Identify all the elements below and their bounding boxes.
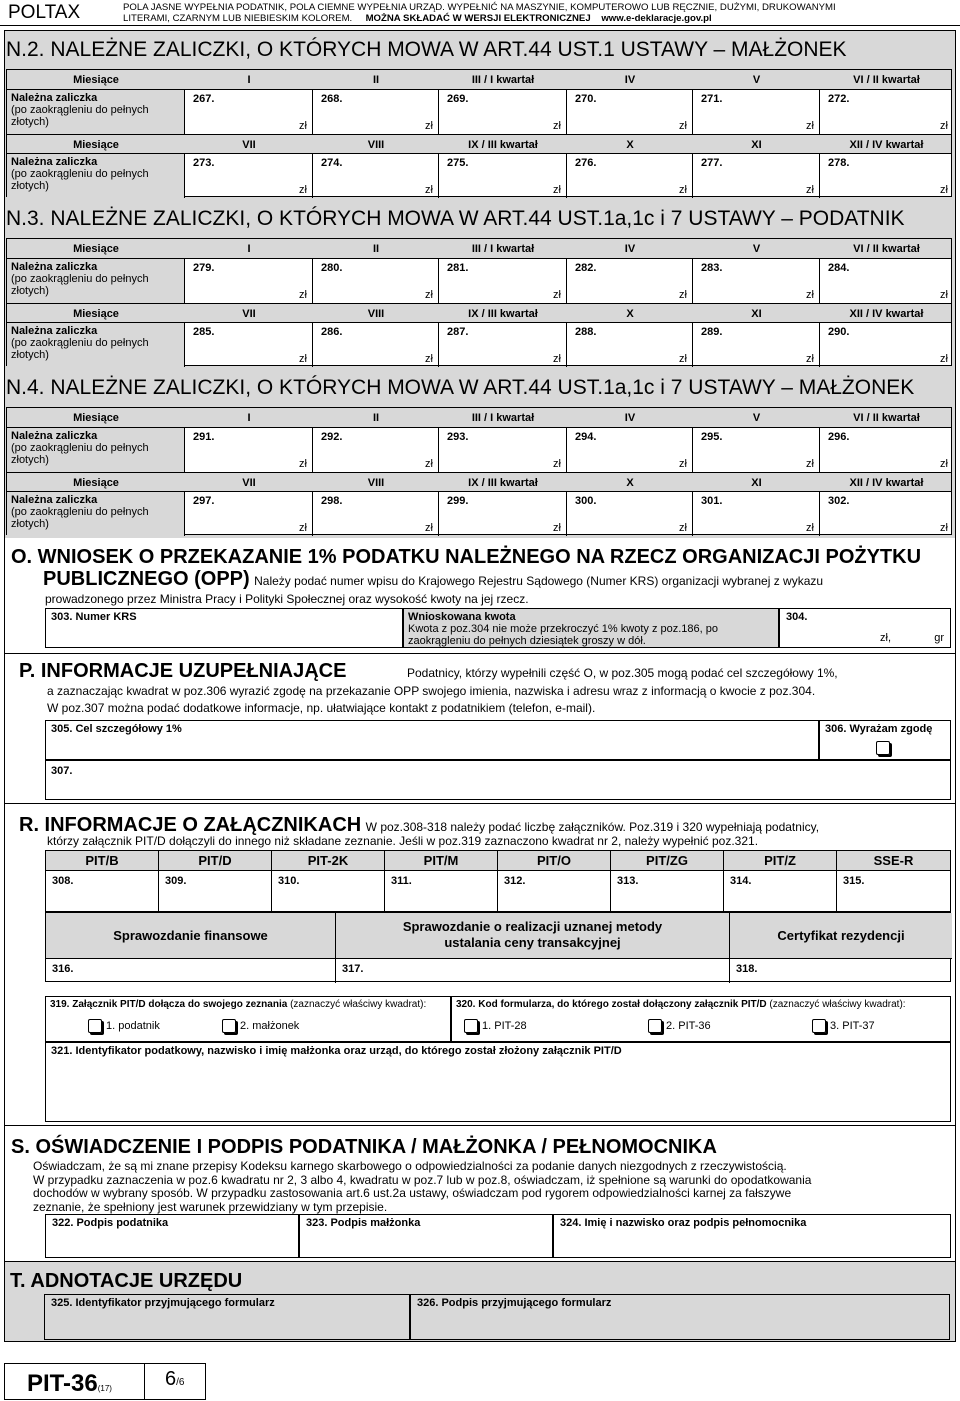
declaration-text: Oświadczam, że są mi znane przepisy Kodeksu karnego skarbowego o odpowiedzialności za podanie danych niezgodnych z rzeczywistością. W przypadku zaznaczenia w poz.6 kwadratu nr 2, 3 albo 4, kwadratu w poz.7 lub w poz.8, oświadczam, iż spełnione są warunki do opodatkowania dochodów w wybrany sposób. W przypadku zastosowania art.6 ust.2a ustawy, oświadczam pod rygorem odpowiedzialności karnej za fałszywe zeznanie, że spełniony jest warunek przewidziany w tym przepisie.: [33, 1159, 812, 1214]
attachment-count-field[interactable]: 312.: [498, 871, 611, 911]
field-number: 281.: [447, 262, 469, 274]
currency-label: zł: [299, 522, 307, 534]
section-o-title: O. WNIOSEK O PRZEKAZANIE 1% PODATKU NALEŻNEGO NA RZECZ ORGANIZACJI POŻYTKU: [11, 546, 922, 568]
advance-amount-field[interactable]: [693, 259, 820, 303]
currency-label: zł: [553, 458, 561, 470]
month-column-header: VII: [242, 139, 256, 151]
currency-label: zł: [806, 522, 814, 534]
f319-option-taxpayer[interactable]: 1. podatnik: [88, 1019, 160, 1033]
field-320: 320. Kod formularza, do którego został dołączony załącznik PIT/D (zaznaczyć właściwy kwadrat): 1. PIT-28 2. PIT-36 3. PIT-37: [451, 996, 951, 1042]
attachment-count-field[interactable]: 315.: [843, 875, 865, 887]
reports-grid: Sprawozdanie finansowe Sprawozdanie o realizacji uznanej metody ustalania ceny transakcyjnej Certyfikat rezydencji 316. 317. 318.: [45, 912, 951, 982]
advance-values-row: [7, 323, 951, 367]
month-column-header: X: [626, 477, 634, 489]
field-number: 290.: [828, 326, 850, 338]
checkbox-icon[interactable]: [812, 1019, 826, 1033]
month-column-header: I: [247, 412, 251, 424]
field-321[interactable]: 321. Identyfikator podatkowy, nazwisko i imię małżonka oraz urząd, do którego został złożony załącznik PIT/D: [45, 1042, 951, 1122]
advance-amount-field[interactable]: [313, 428, 439, 472]
currency-label: zł: [553, 184, 561, 196]
section-r-title: R. INFORMACJE O ZAŁĄCZNIKACH: [19, 814, 362, 836]
currency-label: zł: [299, 120, 307, 132]
months-label: Miesiące: [73, 412, 119, 424]
section-n3-grid: [6, 238, 952, 366]
field-number: 267.: [193, 93, 215, 105]
currency-label: zł: [425, 120, 433, 132]
month-column-header: X: [626, 308, 634, 320]
advance-values-row: [7, 259, 951, 303]
months-label: Miesiące: [73, 243, 119, 255]
field-number: 284.: [828, 262, 850, 274]
poltax-logo: POLTAX: [8, 2, 81, 23]
field-number: 283.: [701, 262, 723, 274]
month-column-header: VI / II kwartał: [853, 412, 920, 424]
currency-label: zł: [679, 184, 687, 196]
advance-amount-field[interactable]: [820, 492, 953, 536]
currency-label: zł: [425, 458, 433, 470]
advance-values-row: [7, 428, 951, 472]
months-header-row: [7, 408, 951, 428]
due-advance-label: Należna zaliczka (po zaokrągleniu do pełnych złotych): [7, 428, 185, 472]
currency-label: zł: [679, 353, 687, 365]
checkbox-icon[interactable]: [88, 1019, 102, 1033]
currency-label: zł: [806, 120, 814, 132]
purpose-field[interactable]: 305. Cel szczegółowy 1%: [45, 720, 819, 760]
currency-label: zł: [940, 522, 948, 534]
advance-amount-field[interactable]: [567, 259, 693, 303]
field-number: 276.: [575, 157, 597, 169]
section-n2-grid: [6, 69, 952, 197]
field-316[interactable]: 316.: [46, 959, 336, 983]
field-number: 278.: [828, 157, 850, 169]
proxy-signature[interactable]: 324. Imię i nazwisko oraz podpis pełnomocnika: [553, 1214, 951, 1258]
advance-amount-field[interactable]: [567, 90, 693, 134]
field-number: 277.: [701, 157, 723, 169]
attachment-count-field[interactable]: 313.: [611, 871, 724, 911]
month-column-header: IV: [624, 243, 636, 255]
field-number: 299.: [447, 495, 469, 507]
attachment-header: SSE-R: [837, 851, 950, 871]
page-number: 6/6: [165, 1368, 185, 1390]
months-header-row: [7, 472, 951, 492]
field-number: 273.: [193, 157, 215, 169]
attachment-header: PIT/B: [46, 851, 159, 871]
advance-amount-field[interactable]: [313, 492, 439, 536]
currency-label: zł: [299, 289, 307, 301]
months-header-row: [7, 303, 951, 323]
field-number: 279.: [193, 262, 215, 274]
advance-amount-field[interactable]: [693, 492, 820, 536]
month-column-header: III / I kwartał: [471, 74, 535, 86]
advance-amount-field[interactable]: [567, 428, 693, 472]
advance-amount-field[interactable]: [439, 492, 567, 536]
currency-label: zł: [679, 289, 687, 301]
months-header-row: [7, 134, 951, 154]
month-column-header: VIII: [367, 139, 385, 151]
attachment-grid: [45, 850, 951, 912]
section-r: R. INFORMACJE O ZAŁĄCZNIKACH W poz.308-318 należy podać liczbę załączników. Poz.319 i 320 wypełniają podatnicy, którzy załącznik PIT/D dołączyli do innego niż składane zeznanie. Jeśli w poz.319 zaznaczono kwadrat nr 2, należy wypełnić poz.321. PIT/B 308. PIT/D 309. PIT-2K 310. PIT/M 311. PIT/O 312. PIT/ZG 313. PIT/Z 314. SSE-R 315. Sprawozdanie finansowe Sprawozdanie o realizacji uznanej metody ustalania ceny transakcyjnej Certyfikat rezydencji 316. 317. 318. 319. Załącznik PIT/D dołącza do swojego zeznania (zaznaczyć właściwy kwadrat): 1. podatnik 2. małżonek 320. Kod formularza, do którego został dołączony załącznik PIT/D (zaznaczyć właściwy kwadrat): 1. PIT-28 2. PIT-36 3. PIT-37 321. Identyfikator podatkowy, nazwisko i imię małżonka oraz urząd, do którego został złożony załącznik PIT/D: [4, 804, 956, 1126]
form-id: PIT-36(17): [5, 1364, 145, 1399]
currency-label: zł: [940, 184, 948, 196]
currency-label: zł: [425, 184, 433, 196]
advance-amount-field[interactable]: [185, 323, 313, 367]
currency-label: zł: [299, 458, 307, 470]
advance-values-row: [7, 90, 951, 134]
month-column-header: V: [752, 412, 761, 424]
currency-label: zł: [299, 353, 307, 365]
currency-label: zł: [299, 184, 307, 196]
advance-amount-field[interactable]: [820, 323, 953, 367]
advance-amount-field[interactable]: [313, 259, 439, 303]
attachment-count-field[interactable]: 311.: [385, 871, 498, 911]
month-column-header: VI / II kwartał: [853, 243, 920, 255]
advance-amount-field[interactable]: [313, 323, 439, 367]
attachment-header: PIT/M: [385, 851, 498, 871]
month-column-header: I: [247, 243, 251, 255]
field-number: 280.: [321, 262, 343, 274]
field-number: 289.: [701, 326, 723, 338]
advance-values-row: [7, 154, 951, 198]
advance-amount-field[interactable]: [439, 154, 567, 198]
field-318[interactable]: 318.: [736, 963, 758, 975]
month-column-header: II: [372, 243, 380, 255]
attachment-count-field[interactable]: 314.: [724, 871, 837, 911]
attachment-count-field[interactable]: 308.: [46, 871, 159, 911]
field-number: 270.: [575, 93, 597, 105]
checkbox-icon[interactable]: [648, 1019, 662, 1033]
field-number: 296.: [828, 431, 850, 443]
month-column-header: VI / II kwartał: [853, 74, 920, 86]
amount-field[interactable]: 304. zł, gr: [779, 608, 951, 648]
advance-amount-field[interactable]: [693, 154, 820, 198]
currency-label: zł: [425, 522, 433, 534]
advance-amount-field[interactable]: [567, 492, 693, 536]
month-column-header: II: [372, 74, 380, 86]
due-advance-label: Należna zaliczka (po zaokrągleniu do pełnych złotych): [7, 259, 185, 303]
currency-label: zł: [553, 522, 561, 534]
receiver-signature: 326. Podpis przyjmującego formularz: [410, 1294, 950, 1340]
f320-option-pit37[interactable]: 3. PIT-37: [812, 1019, 875, 1033]
advance-amount-field[interactable]: [185, 492, 313, 536]
month-column-header: VII: [242, 477, 256, 489]
currency-label: zł: [940, 353, 948, 365]
instructions: POLA JASNE WYPEŁNIA PODATNIK, POLA CIEMNE WYPEŁNIA URZĄD. WYPEŁNIĆ NA MASZYNIE, KOMPUTEROWO LUB RĘCZNIE, DUŻYMI, DRUKOWANYMI LITERAMI, CZARNYM LUB NIEBIESKIM KOLOREM. MOŻNA SKŁADAĆ W WERSJI ELEKTRONICZNEJ www.e-deklaracje.gov.pl: [123, 2, 836, 24]
field-number: 297.: [193, 495, 215, 507]
month-column-header: IX / III kwartał: [468, 477, 538, 489]
months-label: Miesiące: [73, 308, 119, 320]
f320-option-pit28[interactable]: 1. PIT-28: [464, 1019, 527, 1033]
field-number: 302.: [828, 495, 850, 507]
f319-option-spouse[interactable]: 2. małżonek: [222, 1019, 299, 1033]
month-column-header: IX / III kwartał: [468, 308, 538, 320]
month-column-header: VII: [242, 308, 256, 320]
months-header-row: [7, 70, 951, 90]
attachment-count-field[interactable]: 309.: [159, 871, 272, 911]
field-317[interactable]: 317.: [336, 959, 730, 983]
field-number: 272.: [828, 93, 850, 105]
due-advance-label: Należna zaliczka (po zaokrągleniu do pełnych złotych): [7, 90, 185, 134]
attachment-header: PIT-2K: [272, 851, 385, 871]
due-advance-label: Należna zaliczka (po zaokrągleniu do pełnych złotych): [7, 323, 185, 367]
advance-amount-field[interactable]: [567, 323, 693, 367]
month-column-header: III / I kwartał: [471, 243, 535, 255]
month-column-header: III / I kwartał: [471, 412, 535, 424]
currency-label: zł: [940, 120, 948, 132]
advance-amount-field[interactable]: [439, 323, 567, 367]
page-header: [0, 0, 960, 26]
krs-field[interactable]: 303. Numer KRS: [45, 608, 403, 648]
advance-amount-field[interactable]: [185, 154, 313, 198]
field-number: 268.: [321, 93, 343, 105]
spouse-signature[interactable]: 323. Podpis małżonka: [299, 1214, 553, 1258]
months-label: Miesiące: [73, 74, 119, 86]
currency-label: zł: [553, 353, 561, 365]
checkbox-icon[interactable]: [222, 1019, 236, 1033]
month-column-header: XII / IV kwartał: [849, 139, 924, 151]
footer: [4, 1363, 206, 1400]
receiver-id: 325. Identyfikator przyjmującego formularz: [44, 1294, 410, 1340]
field-number: 293.: [447, 431, 469, 443]
month-column-header: XI: [751, 477, 762, 489]
field-number: 298.: [321, 495, 343, 507]
field-319: 319. Załącznik PIT/D dołącza do swojego zeznania (zaznaczyć właściwy kwadrat): 1. podatnik 2. małżonek: [45, 996, 451, 1042]
attachment-header: PIT/Z: [724, 851, 837, 871]
field-number: 291.: [193, 431, 215, 443]
advance-amount-field[interactable]: [185, 90, 313, 134]
field-number: 300.: [575, 495, 597, 507]
section-n3-title: N.3. NALEŻNE ZALICZKI, O KTÓRYCH MOWA W ART.44 UST.1a,1c i 7 USTAWY – PODATNIK: [6, 207, 905, 230]
advance-amount-field[interactable]: [693, 90, 820, 134]
advance-amount-field[interactable]: [693, 323, 820, 367]
month-column-header: IV: [624, 74, 636, 86]
section-n4-title: N.4. NALEŻNE ZALICZKI, O KTÓRYCH MOWA W ART.44 UST.1a,1c i 7 USTAWY – MAŁŻONEK: [6, 376, 915, 399]
field-number: 287.: [447, 326, 469, 338]
months-label: Miesiące: [73, 139, 119, 151]
field-number: 271.: [701, 93, 723, 105]
field-number: 285.: [193, 326, 215, 338]
field-number: 294.: [575, 431, 597, 443]
section-s: [4, 1126, 956, 1262]
field-number: 274.: [321, 157, 343, 169]
month-column-header: IX / III kwartał: [468, 139, 538, 151]
months-header-row: [7, 239, 951, 259]
section-p: P. INFORMACJE UZUPEŁNIAJĄCE Podatnicy, którzy wypełnili część O, w poz.305 mogą podać cel szczegółowy 1%, a zaznaczając kwadrat w poz.306 wyrazić zgodę na przekazanie OPP swojego imienia, nazwiska i adresu wraz z informacją o kwocie z poz.304. W poz.307 można podać dodatkowe informacje, np. ułatwiające kontakt z podatnikiem (telefon, e-mail). 305. Cel szczegółowy 1% 306. Wyrażam zgodę 307.: [4, 654, 956, 804]
field-number: 269.: [447, 93, 469, 105]
attachment-header: PIT/D: [159, 851, 272, 871]
currency-label: zł: [553, 120, 561, 132]
advance-amount-field[interactable]: [313, 90, 439, 134]
currency-label: zł: [679, 120, 687, 132]
months-label: Miesiące: [73, 477, 119, 489]
section-o: O. WNIOSEK O PRZEKAZANIE 1% PODATKU NALEŻNEGO NA RZECZ ORGANIZACJI POŻYTKU PUBLICZNEGO (OPP) Należy podać numer wpisu do Krajowego Rejestru Sądowego (Numer KRS) organizacji wybranej z wykazu prowadzonego przez Ministra Pracy i Polityki Społecznej oraz wysokość kwoty na jej rzecz. 303. Numer KRS Wnioskowana kwota Kwota z poz.304 nie może przekroczyć 1% kwoty z poz.186, po zaokrągleniu do pełnych dziesiątek groszy w dół. 304. zł, gr: [4, 538, 956, 654]
currency-label: zł: [940, 289, 948, 301]
currency-label: zł: [806, 353, 814, 365]
currency-label: zł: [806, 289, 814, 301]
advance-amount-field[interactable]: [439, 428, 567, 472]
month-column-header: X: [626, 139, 634, 151]
due-advance-label: Należna zaliczka (po zaokrągleniu do pełnych złotych): [7, 492, 185, 536]
consent-field: 306. Wyrażam zgodę: [819, 720, 951, 760]
section-n4-grid: [6, 407, 952, 535]
month-column-header: V: [752, 74, 761, 86]
advance-amount-field[interactable]: [820, 90, 953, 134]
field-number: 292.: [321, 431, 343, 443]
currency-label: zł: [806, 184, 814, 196]
additional-info-field[interactable]: 307.: [45, 760, 951, 800]
section-t: [4, 1262, 956, 1342]
field-number: 301.: [701, 495, 723, 507]
section-t-title: T. ADNOTACJE URZĘDU: [10, 1270, 243, 1292]
currency-label: zł: [425, 289, 433, 301]
field-number: 288.: [575, 326, 597, 338]
month-column-header: XI: [751, 139, 762, 151]
field-number: 295.: [701, 431, 723, 443]
currency-label: zł: [679, 522, 687, 534]
consent-checkbox[interactable]: [876, 741, 890, 755]
attachment-count-field[interactable]: 310.: [272, 871, 385, 911]
section-n2-title: N.2. NALEŻNE ZALICZKI, O KTÓRYCH MOWA W ART.44 UST.1 USTAWY – MAŁŻONEK: [6, 38, 847, 61]
advance-amount-field[interactable]: [185, 259, 313, 303]
month-column-header: I: [247, 74, 251, 86]
f320-option-pit36[interactable]: 2. PIT-36: [648, 1019, 711, 1033]
advance-amount-field[interactable]: [439, 259, 567, 303]
month-column-header: XII / IV kwartał: [849, 308, 924, 320]
field-number: 286.: [321, 326, 343, 338]
advance-amount-field[interactable]: [820, 259, 953, 303]
taxpayer-signature[interactable]: 322. Podpis podatnika: [45, 1214, 299, 1258]
currency-label: zł: [679, 458, 687, 470]
checkbox-icon[interactable]: [464, 1019, 478, 1033]
field-number: 282.: [575, 262, 597, 274]
month-column-header: V: [752, 243, 761, 255]
month-column-header: XI: [751, 308, 762, 320]
advance-amount-field[interactable]: [185, 428, 313, 472]
advance-amount-field[interactable]: [313, 154, 439, 198]
advance-amount-field[interactable]: [820, 154, 953, 198]
month-column-header: VIII: [367, 477, 385, 489]
currency-label: zł: [553, 289, 561, 301]
currency-label: zł: [940, 458, 948, 470]
advance-amount-field[interactable]: [820, 428, 953, 472]
advance-values-row: [7, 492, 951, 536]
month-column-header: XII / IV kwartał: [849, 477, 924, 489]
due-advance-label: Należna zaliczka (po zaokrągleniu do pełnych złotych): [7, 154, 185, 198]
month-column-header: II: [372, 412, 380, 424]
attachment-header: PIT/O: [498, 851, 611, 871]
advance-amount-field[interactable]: [693, 428, 820, 472]
amount-label-box: Wnioskowana kwota Kwota z poz.304 nie może przekroczyć 1% kwoty z poz.186, po zaokrągleniu do pełnych dziesiątek groszy w dół.: [403, 608, 779, 648]
field-number: 275.: [447, 157, 469, 169]
currency-label: zł: [806, 458, 814, 470]
section-p-title: P. INFORMACJE UZUPEŁNIAJĄCE: [19, 660, 347, 682]
month-column-header: VIII: [367, 308, 385, 320]
attachment-header: PIT/ZG: [611, 851, 724, 871]
currency-label: zł: [425, 353, 433, 365]
section-s-title: S. OŚWIADCZENIE I PODPIS PODATNIKA / MAŁŻONKA / PEŁNOMOCNIKA: [11, 1136, 717, 1158]
advance-amount-field[interactable]: [567, 154, 693, 198]
advance-amount-field[interactable]: [439, 90, 567, 134]
month-column-header: IV: [624, 412, 636, 424]
